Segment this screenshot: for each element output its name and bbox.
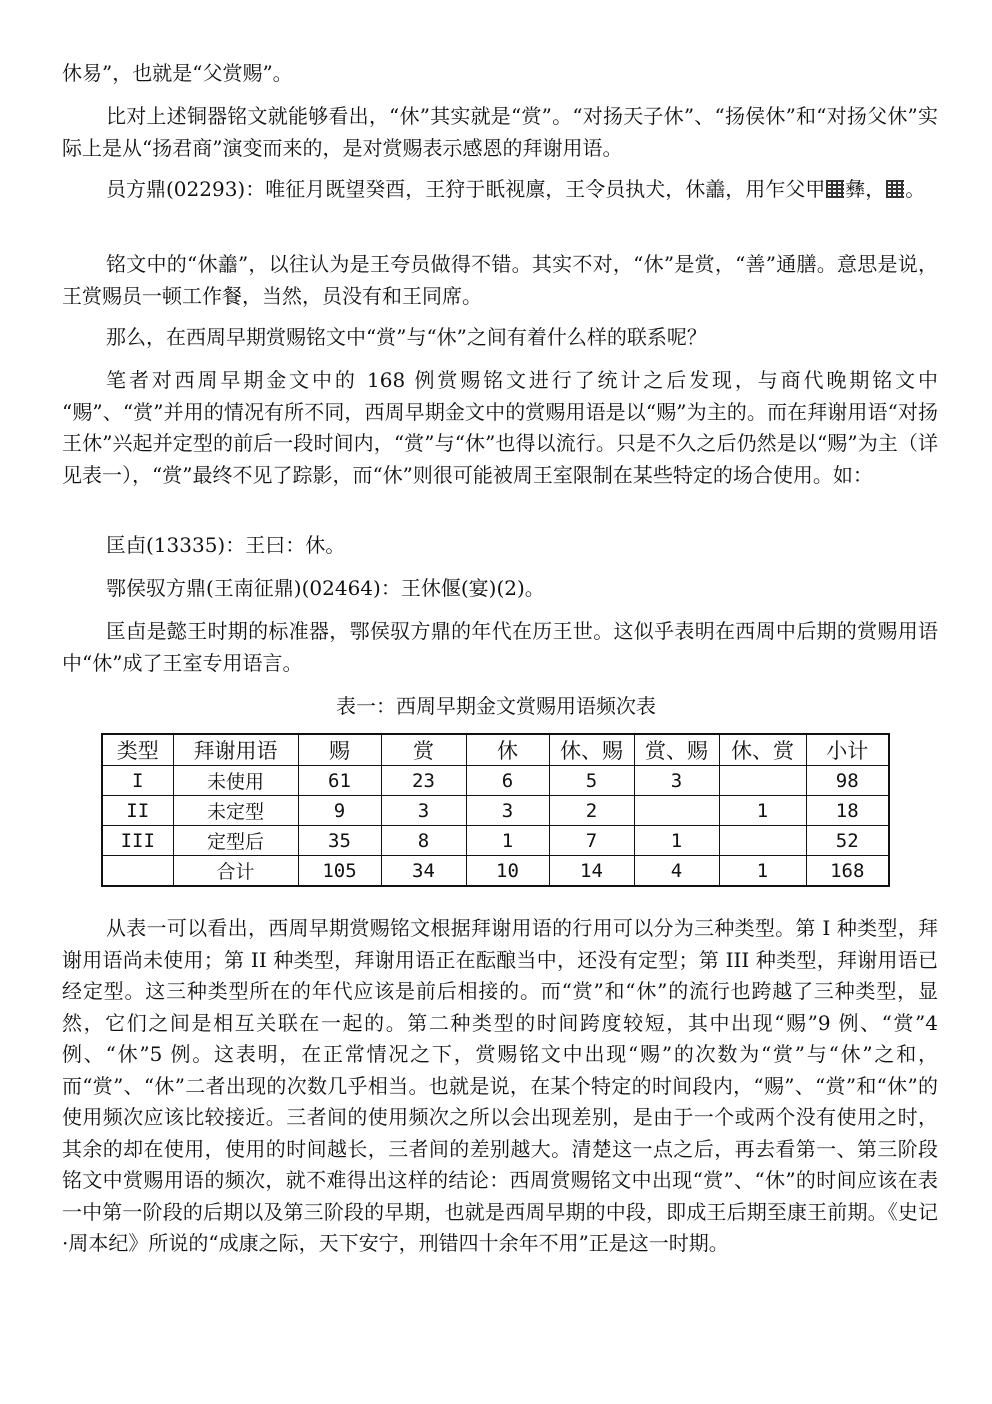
- table-cell: I: [102, 766, 173, 796]
- table-cell: 合计: [173, 856, 298, 887]
- header-cell: 休、赐: [549, 734, 634, 766]
- table-header-row: [102, 734, 889, 766]
- inscription-text: 员方鼎(02293)：唯征月既望癸酉，王狩于眂视廪，王令员执犬，休譱，用乍父甲: [106, 177, 826, 201]
- table-caption: 表一：西周早期金文赏赐用语频次表: [336, 694, 656, 718]
- paragraph-yuan-fang-ding: [62, 174, 938, 206]
- table-cell: 2: [549, 796, 634, 826]
- table-cell: [102, 856, 173, 887]
- table-cell: 8: [381, 826, 466, 856]
- table-cell: 3: [634, 766, 719, 796]
- header-cell: 赏: [381, 734, 466, 766]
- table-cell: 7: [549, 826, 634, 856]
- table-cell: 35: [298, 826, 381, 856]
- header-cell: 类型: [102, 734, 173, 766]
- table-cell: 10: [466, 856, 549, 887]
- table-cell: 1: [719, 796, 806, 826]
- paragraph-standard-vessel: 匡卣是懿王时期的标准器，鄂侯驭方鼎的年代在历王世。这似乎表明在西周中后期的赏赐用语中“休”成了王室专用语言。: [62, 619, 938, 675]
- header-cell: 休、赏: [719, 734, 806, 766]
- table-cell: 3: [466, 796, 549, 826]
- paragraph-continuation: 休易”，也就是“父赏赐”。: [62, 61, 293, 85]
- table-cell: III: [102, 826, 173, 856]
- table-row: [102, 826, 889, 856]
- paragraph-statistics: 笔者对西周早期金文中的 168 例赏赐铭文进行了统计之后发现，与商代晚期铭文中 “赐”、“赏”并用的情况有所不同，西周早期金文中的赏赐用语是以“赐”为主的。而在拜谢用语“对扬王休”兴起并定型的前后一段时间内，“赏”与“休”也得以流行。只是不久之后仍然是以“赐”为主（详见表一），“赏”最终不见了踪影，而“休”则很可能被周王室限制在某些特定的场合使用。如：: [62, 368, 938, 487]
- table-cell: 未定型: [173, 796, 298, 826]
- table-cell: [719, 826, 806, 856]
- table-cell: 1: [466, 826, 549, 856]
- paragraph-xiu-shan: 铭文中的“休譱”，以往认为是王夸员做得不错。其实不对，“休”是赏，“善”通膳。意思是说，王赏赐员一顿工作餐，当然，员没有和王同席。: [62, 252, 938, 308]
- table-cell: 未使用: [173, 766, 298, 796]
- paragraph-e-hou-ding: 鄂侯驭方鼎(王南征鼎)(02464)：王休偃(宴)(2)。: [106, 576, 545, 600]
- table-cell: 4: [634, 856, 719, 887]
- inscription-text-3: 。: [905, 177, 926, 201]
- paragraph-kuang-you: 匡卣(13335)：王曰：休。: [106, 533, 346, 557]
- table-cell: 6: [466, 766, 549, 796]
- table-cell: [719, 766, 806, 796]
- frequency-table: [101, 733, 890, 887]
- table-row: [102, 766, 889, 796]
- table-cell: 23: [381, 766, 466, 796]
- table-cell: 34: [381, 856, 466, 887]
- header-cell: 拜谢用语: [173, 734, 298, 766]
- paragraph-xiu-is-shang: 比对上述铜器铭文就能够看出，“休”其实就是“赏”。“对扬天子休”、“扬侯休”和“对扬父休”实际上是从“扬君商”演变而来的，是对赏赐表示感恩的拜谢用语。: [62, 104, 938, 160]
- header-cell: 休: [466, 734, 549, 766]
- paragraph-question: 那么，在西周早期赏赐铭文中“赏”与“休”之间有着什么样的联系呢？: [106, 325, 707, 349]
- table-cell: 18: [806, 796, 889, 826]
- inscription-text-2: 彝，: [845, 177, 886, 201]
- ancient-glyph-icon-2: [886, 180, 904, 198]
- table-cell: 98: [806, 766, 889, 796]
- table-cell: 1: [634, 826, 719, 856]
- header-cell: 小计: [806, 734, 889, 766]
- table-cell: 14: [549, 856, 634, 887]
- header-cell: 赐: [298, 734, 381, 766]
- table-cell: 9: [298, 796, 381, 826]
- table-cell: 3: [381, 796, 466, 826]
- table-row: [102, 796, 889, 826]
- table-cell: II: [102, 796, 173, 826]
- table-cell: 52: [806, 826, 889, 856]
- table-cell: 61: [298, 766, 381, 796]
- table-cell: 1: [719, 856, 806, 887]
- table-cell: 105: [298, 856, 381, 887]
- table-cell: 168: [806, 856, 889, 887]
- table-cell: 5: [549, 766, 634, 796]
- table-cell: [634, 796, 719, 826]
- paragraph-analysis: 从表一可以看出，西周早期赏赐铭文根据拜谢用语的行用可以分为三种类型。第 I 种类型，拜谢用语尚未使用；第 II 种类型，拜谢用语正在酝酿当中，还没有定型；第 III 种类型，拜谢用语已经定型。这三种类型所在的年代应该是前后相接的。而“赏”和“休”的流行也跨越了三种类型，显然，它们之间是相互关联在一起的。第二种类型的时间跨度较短，其中出现“赐”9 例、“赏”4 例、“休”5 例。这表明，在正常情况之下，赏赐铭文中出现“赐”的次数为“赏”与“休”之和，而“赏”、“休”二者出现的次数几乎相当。也就是说，在某个特定的时间段内，“赐”、“赏”和“休”的使用频次应该比较接近。三者间的使用频次之所以会出现差别，是由于一个或两个没有使用之时，其余的却在使用，使用的时间越长，三者间的差别越大。清楚这一点之后，再去看第一、第三阶段铭文中赏赐用语的频次，就不难得出这样的结论：西周赏赐铭文中出现“赏”、“休”的时间应该在表一中第一阶段的后期以及第三阶段的早期，也就是西周早期的中段，即成王后期至康王前期。《史记·周本纪》所说的“成康之际，天下安宁，刑错四十余年不用”正是这一时期。: [62, 916, 938, 1255]
- table-cell: 定型后: [173, 826, 298, 856]
- table-total-row: [102, 856, 889, 887]
- ancient-glyph-icon: [826, 180, 844, 198]
- header-cell: 赏、赐: [634, 734, 719, 766]
